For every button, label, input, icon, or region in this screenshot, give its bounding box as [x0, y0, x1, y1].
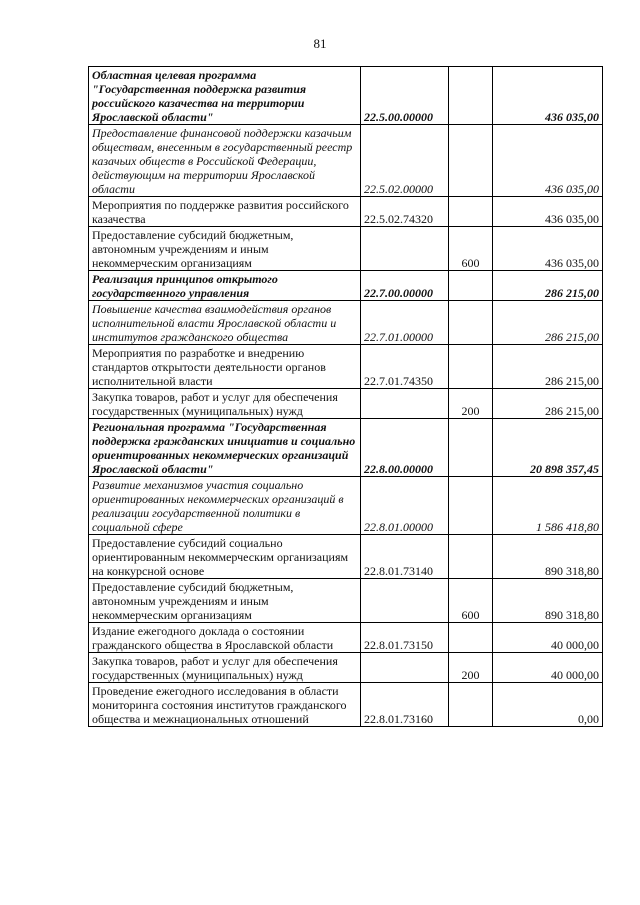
item-name-cell: Издание ежегодного доклада о состоянии гражданского общества в Ярославской области	[89, 623, 361, 653]
table-row	[89, 623, 603, 653]
expense-type-cell	[449, 67, 493, 125]
amount-cell: 436 035,00	[493, 227, 603, 271]
table-row	[89, 301, 603, 345]
amount-cell: 436 035,00	[493, 125, 603, 197]
target-code-cell: 22.8.00.00000	[361, 419, 449, 477]
table-row	[89, 419, 603, 477]
page-number: 81	[313, 36, 327, 51]
table-row	[89, 653, 603, 683]
amount-cell: 286 215,00	[493, 271, 603, 301]
target-code-cell: 22.5.00.00000	[361, 67, 449, 125]
expense-type-cell	[449, 125, 493, 197]
item-name-cell: Реализация принципов открытого государственного управления	[89, 271, 361, 301]
expense-type-cell	[449, 345, 493, 389]
amount-cell: 40 000,00	[493, 623, 603, 653]
expense-type-cell	[449, 683, 493, 727]
expense-type-cell	[449, 477, 493, 535]
table-row	[89, 535, 603, 579]
expense-type-cell	[449, 535, 493, 579]
expense-type-cell	[449, 197, 493, 227]
expense-type-cell	[449, 419, 493, 477]
item-name-cell: Закупка товаров, работ и услуг для обеспечения государственных (муниципальных) нужд	[89, 389, 361, 419]
target-code-cell	[361, 389, 449, 419]
amount-cell: 1 586 418,80	[493, 477, 603, 535]
expense-type-cell: 600	[449, 227, 493, 271]
expense-type-cell: 600	[449, 579, 493, 623]
target-code-cell: 22.5.02.74320	[361, 197, 449, 227]
amount-cell: 40 000,00	[493, 653, 603, 683]
item-name-cell: Развитие механизмов участия социально ориентированных некоммерческих организаций в реализации государственной политики в социальной сфере	[89, 477, 361, 535]
table-row	[89, 125, 603, 197]
amount-cell: 436 035,00	[493, 197, 603, 227]
amount-cell: 436 035,00	[493, 67, 603, 125]
item-name-cell: Закупка товаров, работ и услуг для обеспечения государственных (муниципальных) нужд	[89, 653, 361, 683]
table-row	[89, 197, 603, 227]
target-code-cell	[361, 653, 449, 683]
item-name-cell: Региональная программа "Государственная поддержка гражданских инициатив и социально ориентированных некоммерческих организаций Ярославской области"	[89, 419, 361, 477]
item-name-cell: Предоставление субсидий бюджетным, автономным учреждениям и иным некоммерческим организациям	[89, 579, 361, 623]
item-name-cell: Мероприятия по поддержке развития российского казачества	[89, 197, 361, 227]
budget-table	[88, 66, 603, 727]
target-code-cell: 22.7.00.00000	[361, 271, 449, 301]
budget-table-body	[89, 67, 603, 727]
table-row	[89, 67, 603, 125]
target-code-cell: 22.7.01.00000	[361, 301, 449, 345]
target-code-cell: 22.8.01.73150	[361, 623, 449, 653]
item-name-cell: Повышение качества взаимодействия органов исполнительной власти Ярославской области и институтов гражданского общества	[89, 301, 361, 345]
item-name-cell: Предоставление финансовой поддержки казачьим обществам, внесенным в государственный реестр казачьих обществ в Российской Федерации, действующим на территории Ярославской области	[89, 125, 361, 197]
amount-cell: 0,00	[493, 683, 603, 727]
target-code-cell: 22.8.01.00000	[361, 477, 449, 535]
amount-cell: 286 215,00	[493, 345, 603, 389]
amount-cell: 286 215,00	[493, 301, 603, 345]
expense-type-cell: 200	[449, 653, 493, 683]
target-code-cell: 22.7.01.74350	[361, 345, 449, 389]
table-row	[89, 477, 603, 535]
amount-cell: 890 318,80	[493, 579, 603, 623]
amount-cell: 286 215,00	[493, 389, 603, 419]
expense-type-cell	[449, 301, 493, 345]
item-name-cell: Предоставление субсидий социально ориентированным некоммерческим организациям на конкурсной основе	[89, 535, 361, 579]
target-code-cell	[361, 579, 449, 623]
target-code-cell: 22.8.01.73140	[361, 535, 449, 579]
expense-type-cell	[449, 271, 493, 301]
table-row	[89, 389, 603, 419]
target-code-cell: 22.8.01.73160	[361, 683, 449, 727]
amount-cell: 20 898 357,45	[493, 419, 603, 477]
item-name-cell: Областная целевая программа "Государственная поддержка развития российского казачества на территории Ярославской области"	[89, 67, 361, 125]
table-row	[89, 683, 603, 727]
table-row	[89, 345, 603, 389]
target-code-cell	[361, 227, 449, 271]
expense-type-cell	[449, 623, 493, 653]
expense-type-cell: 200	[449, 389, 493, 419]
table-row	[89, 227, 603, 271]
item-name-cell: Мероприятия по разработке и внедрению стандартов открытости деятельности органов исполнительной власти	[89, 345, 361, 389]
target-code-cell: 22.5.02.00000	[361, 125, 449, 197]
table-row	[89, 579, 603, 623]
table-row	[89, 271, 603, 301]
amount-cell: 890 318,80	[493, 535, 603, 579]
item-name-cell: Проведение ежегодного исследования в области мониторинга состояния институтов гражданского общества и межнациональных отношений	[89, 683, 361, 727]
item-name-cell: Предоставление субсидий бюджетным, автономным учреждениям и иным некоммерческим организациям	[89, 227, 361, 271]
